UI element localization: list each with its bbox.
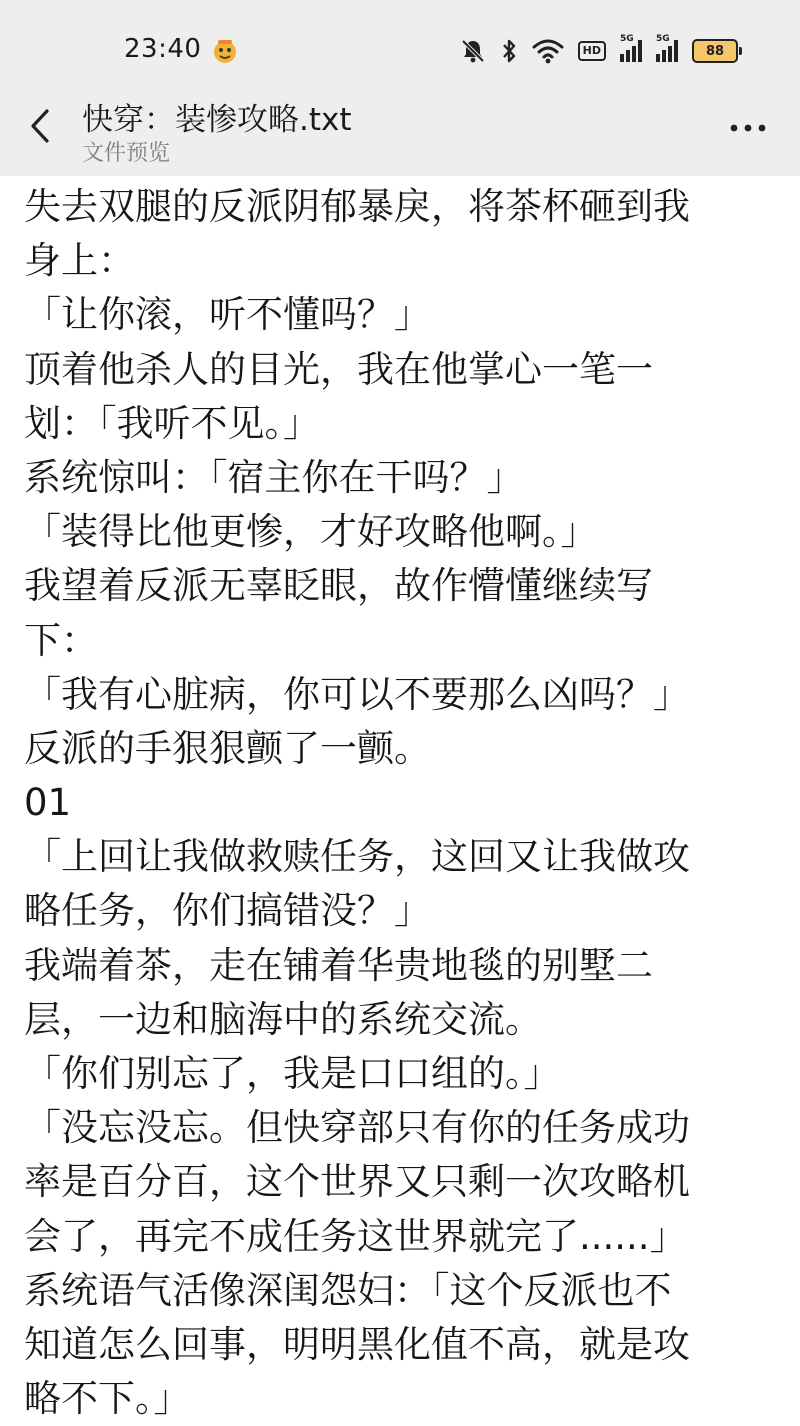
more-icon [728, 123, 768, 133]
hd-icon: HD [578, 41, 606, 61]
text-line: 01 [24, 781, 72, 825]
status-icons [460, 36, 738, 66]
text-line: 下： [24, 618, 98, 662]
text-line: 顶着他杀人的目光，我在他掌心一笔一 [24, 347, 653, 391]
signal-5g-icon [620, 34, 642, 62]
text-line: 「让你滚，听不懂吗？」 [24, 293, 431, 337]
text-line: 反派的手狠狠颤了一颤。 [24, 726, 431, 770]
clock: 23:40 [124, 34, 202, 64]
mute-icon [460, 38, 486, 64]
text-line: 「上回让我做救赎任务，这回又让我做攻 [24, 835, 690, 879]
more-button[interactable] [726, 110, 770, 146]
text-line: 知道怎么回事，明明黑化值不高，就是攻 [24, 1322, 690, 1366]
signal-label: 5G [656, 34, 670, 44]
file-title: 快穿：装惨攻略.txt [82, 102, 352, 138]
status-bar [0, 0, 800, 96]
wifi-icon [532, 38, 564, 64]
text-line: 系统语气活像深闺怨妇：「这个反派也不 [24, 1268, 672, 1312]
signal-5g-icon [656, 34, 678, 62]
text-line: 我端着茶，走在铺着华贵地毯的别墅二 [24, 943, 653, 987]
text-line: 「我有心脏病，你可以不要那么凶吗？」 [24, 672, 690, 716]
text-line: 我望着反派无辜眨眼，故作懵懂继续写 [24, 564, 653, 608]
back-arrow-icon [29, 108, 51, 144]
text-line: 划：「我听不见。」 [24, 401, 320, 445]
back-button[interactable] [20, 104, 60, 148]
text-line: 失去双腿的反派阴郁暴戾，将茶杯砸到我 [24, 185, 690, 228]
text-line: 「你们别忘了，我是口口组的。」 [24, 1052, 561, 1095]
text-line: 层，一边和脑海中的系统交流。 [24, 997, 542, 1041]
text-preview[interactable] [24, 180, 784, 1426]
text-line: 「装得比他更惨，才好攻略他啊。」 [24, 510, 598, 554]
file-subtitle: 文件预览 [82, 141, 171, 166]
bluetooth-icon [500, 38, 518, 64]
text-line: 略不下。」 [24, 1377, 191, 1421]
text-line: 身上： [24, 239, 135, 283]
app-header [0, 96, 800, 176]
text-line: 系统惊叫：「宿主你在干吗？」 [24, 455, 524, 499]
notification-face-icon [212, 38, 238, 64]
text-line: 略任务，你们搞错没？」 [24, 889, 431, 933]
text-line: 率是百分百，这个世界又只剩一次攻略机 [24, 1160, 690, 1204]
text-line: 会了，再完不成任务这世界就完了......」 [24, 1214, 687, 1258]
text-line: 「没忘没忘。但快穿部只有你的任务成功 [24, 1106, 690, 1150]
signal-label: 5G [620, 34, 634, 44]
battery-icon: 88 [692, 39, 738, 63]
